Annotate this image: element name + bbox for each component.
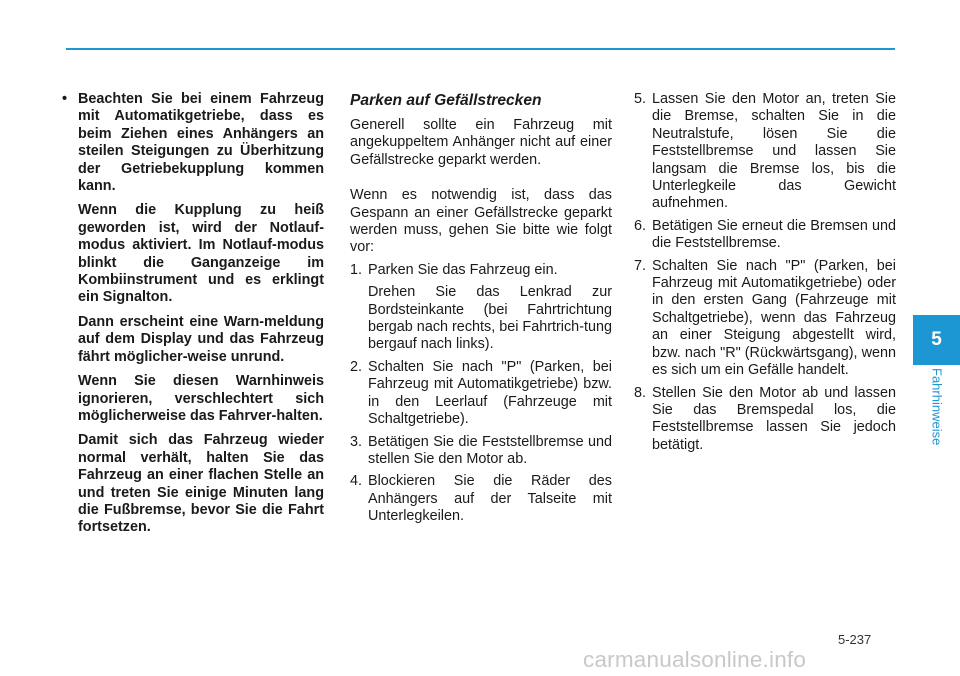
step-text: Parken Sie das Fahrzeug ein.	[368, 261, 558, 278]
step-item	[350, 262, 612, 279]
step-number: 8.	[634, 384, 647, 401]
step-item	[634, 258, 896, 380]
step-number: 7.	[634, 257, 647, 274]
step-item	[634, 218, 896, 253]
step-sub-paragraph: Drehen Sie das Lenkrad zur Bordsteinkante (bei Fahrtrichtung bergab nach rechts, bei Fahrtrich-tung bergauf nach links).	[368, 284, 612, 353]
step-item	[350, 473, 612, 525]
warning-bullet-item	[62, 91, 324, 195]
warning-paragraph-2: Wenn die Kupplung zu heiß geworden ist, wird der Notlauf-modus aktiviert. Im Notlauf-modus blinkt die Ganganzeige im Kombiinstrument und es erklingt ein Signalton.	[78, 202, 324, 306]
step-number: 1.	[350, 261, 363, 278]
section-heading: Parken auf Gefällstrecken	[350, 92, 542, 109]
warning-paragraph-5: Damit sich das Fahrzeug wieder normal verhält, halten Sie das Fahrzeug an einer flachen Stelle an und treten Sie einige Minuten lang die Fußbremse, bevor Sie die Fahrt fortsetzen.	[78, 432, 324, 536]
step-text: Lassen Sie den Motor an, treten Sie die Bremse, schalten Sie in die Neutralstufe, lösen Sie die Feststellbremse und lassen Sie langsam die Bremse los, bis die Unterlegkeile das Gewicht aufnehmen.	[652, 91, 896, 212]
parking-column	[350, 91, 612, 526]
step-number: 3.	[350, 433, 363, 450]
step-text: Schalten Sie nach "P" (Parken, bei Fahrzeug mit Automatikgetriebe) bzw. in den Leerlauf (Fahrzeuge mit Schaltgetriebe).	[368, 358, 612, 428]
step-number: 5.	[634, 91, 647, 107]
step-item	[634, 385, 896, 455]
step-number: 4.	[350, 473, 363, 490]
step-text: Betätigen Sie erneut die Bremsen und die Feststellbremse.	[652, 217, 896, 252]
page-number: 5-237	[838, 632, 872, 647]
chapter-label: Fahrhinweise	[929, 368, 945, 446]
step-item	[350, 434, 612, 469]
step-item	[350, 359, 612, 429]
warning-paragraph-4: Wenn Sie diesen Warnhinweis ignorieren, verschlechtert sich möglicherweise das Fahrver-halten.	[78, 373, 324, 424]
step-item	[634, 91, 896, 213]
steps-column-continued	[634, 91, 896, 454]
intro-paragraph: Generell sollte ein Fahrzeug mit angekuppeltem Anhänger nicht auf einer Gefällstrecke geparkt werden.	[350, 117, 612, 168]
step-text: Stellen Sie den Motor ab und lassen Sie das Bremspedal los, die Feststellbremse lassen Sie jedoch betätigt.	[652, 384, 896, 453]
intro-paragraph-2: Wenn es notwendig ist, dass das Gespann an einer Gefällstrecke geparkt werden muss, gehen Sie bitte wie folgt vor:	[350, 187, 612, 256]
step-text: Betätigen Sie die Feststellbremse und stellen Sie den Motor ab.	[368, 433, 612, 467]
bullet-glyph: •	[62, 91, 68, 107]
step-text: Schalten Sie nach "P" (Parken, bei Fahrzeug mit Automatikgetriebe) oder in den ersten Gang (Fahrzeuge mit Schaltgetriebe), wenn das Fahrzeug an einer Steigung abgestellt wird, bzw. nach "R" (Rückwärtsgang), wenn es sich um ein Gefälle handelt.	[652, 257, 896, 379]
step-text: Blockieren Sie die Räder des Anhängers auf der Talseite mit Unterlegkeilen.	[368, 473, 612, 525]
warning-paragraph-3: Dann erscheint eine Warn-meldung auf dem Display und das Fahrzeug fährt möglicher-weise unrund.	[78, 313, 324, 365]
top-rule	[66, 48, 895, 50]
watermark-text: carmanualsonline.info	[583, 647, 807, 672]
step-number: 2.	[350, 358, 363, 375]
step-number: 6.	[634, 217, 647, 234]
warning-column	[62, 91, 324, 537]
warning-paragraph-1: Beachten Sie bei einem Fahrzeug mit Automatikgetriebe, dass es beim Ziehen eines Anhängers an steilen Steigungen zu Überhitzung der Getriebekupplung kommen kann.	[78, 91, 324, 195]
chapter-tab[interactable]: 5	[913, 315, 960, 365]
